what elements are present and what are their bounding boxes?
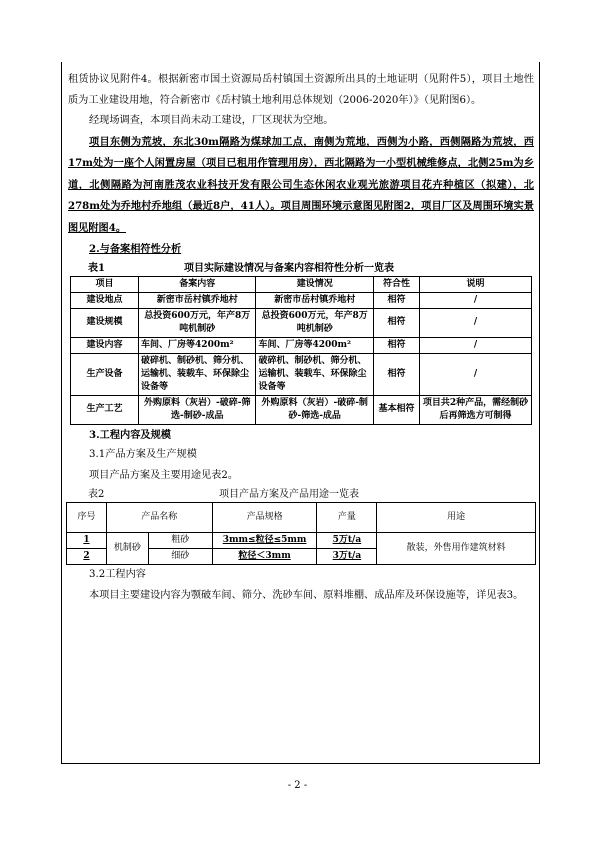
table2-caption: [68, 488, 534, 502]
table-row: [71, 395, 532, 424]
table-cell: /: [420, 308, 532, 337]
table1-title: 项目实际建设情况与备案内容相符性分析一览表: [184, 262, 394, 274]
paragraph-land: 租赁协议见附件4。根据新密市国土资源局岳村镇国土资源所出具的土地证明（见附件5），项目土地性质为工业建设用地，符合新密市《岳村镇土地利用总体规划（2006-2020年）》（见附图6）。: [68, 74, 534, 106]
table-consistency: [70, 276, 532, 425]
table1-header-cell: 符合性: [373, 276, 419, 292]
subsection-3-1-text: 项目产品方案及主要用途见表2。: [89, 469, 239, 481]
table2-header-row: [67, 503, 536, 533]
table-cell: 总投资600万元，年产8万吨机制砂: [139, 308, 256, 337]
table2-title: 项目产品方案及产品用途一览表: [219, 489, 359, 500]
table1-header-cell: 说明: [420, 276, 532, 292]
table1-header-cell: 建设情况: [256, 276, 373, 292]
table-cell: 5万t/a: [317, 533, 377, 549]
table-row: [71, 337, 532, 353]
product-group-cell: 机制砂: [106, 533, 148, 565]
section-3-title: 3.工程内容及规模: [89, 428, 171, 441]
table-cell: 相符: [373, 308, 419, 337]
table-cell: /: [420, 292, 532, 308]
subsection-3-2-text: 本项目主要建设内容为颚破车间、筛分、洗砂车间、原料堆棚、成品库及环保设施等，详见表3。: [89, 589, 524, 601]
table-cell: 新密市岳村镇乔地村: [256, 292, 373, 308]
table-cell: 相符: [373, 353, 419, 395]
table1-caption: [68, 262, 534, 276]
table-row: [67, 533, 536, 549]
section-2-title: 2.与备案相符性分析: [89, 243, 182, 255]
table-cell: 建设内容: [71, 337, 139, 353]
table-cell: 粒径＜3mm: [212, 549, 317, 565]
surroundings-figure-ref: 项目周围环境示意图见附图2，项目厂区及周围环境实景图见附图4。: [68, 200, 534, 234]
table-cell: 相符: [373, 337, 419, 353]
paragraph-survey: 经现场调查，本项目尚未动工建设，厂区现状为空地。: [89, 115, 334, 126]
table2-header-cell: 产品规格: [212, 503, 317, 533]
table2-header-cell: 产品名称: [106, 503, 212, 533]
table-cell: 总投资600万元，年产8万吨机制砂: [256, 308, 373, 337]
table-cell: 基本相符: [373, 395, 419, 424]
table-cell: 外购原料（灰岩）-破碎-筛选-制砂-成品: [139, 395, 256, 424]
page-number: - 2 -: [287, 780, 308, 791]
table-cell: 2: [67, 549, 107, 565]
table-cell: 3mm≤粒径≤5mm: [212, 533, 317, 549]
table1-header-cell: 备案内容: [139, 276, 256, 292]
document-body: [68, 70, 534, 606]
subsection-3-1-title: 3.1产品方案及生产规模: [89, 449, 197, 460]
table-cell: 相符: [373, 292, 419, 308]
table-cell: 1: [67, 533, 107, 549]
table-cell: 破碎机、制砂机、筛分机、运输机、装载车、环保除尘设备等: [139, 353, 256, 395]
table2-header-cell: 序号: [67, 503, 107, 533]
table-cell: /: [420, 337, 532, 353]
table-cell: 建设规模: [71, 308, 139, 337]
table-row: [71, 308, 532, 337]
table-cell: 项目共2种产品，需经制砂后再筛选方可制得: [420, 395, 532, 424]
table-row: [71, 292, 532, 308]
table2-number: 表2: [88, 489, 105, 500]
product-use-cell: 散装，外售用作建筑材料: [377, 533, 536, 565]
table-cell: 新密市岳村镇乔地村: [139, 292, 256, 308]
table-cell: 外购原料（灰岩）-破碎-制砂-筛选-成品: [256, 395, 373, 424]
subsection-3-2-title: 3.2工程内容: [89, 569, 146, 580]
table-cell: 生产设备: [71, 353, 139, 395]
table-cell: /: [420, 353, 532, 395]
surroundings-bold-text: 项目东侧为荒坡，东北30m隔路为煤球加工点，南侧为荒地，西侧为小路，西侧隔路为荒坡，西17m处为一座个人闲置房屋（项目已租用作管理用房），西北隔路为一小型机械维修点，北侧25m为乡道，北侧隔路为河南胜茂农业科技开发有限公司生态休闲农业观光旅游项目花卉种植区（拟建），北278m处为乔地村乔地组（最近8户，41人）。: [68, 135, 534, 212]
table1-number: 表1: [88, 262, 105, 274]
table1-header-row: [71, 276, 532, 292]
table-cell: 建设地点: [71, 292, 139, 308]
table-cell: 车间、厂房等4200m²: [139, 337, 256, 353]
table-cell: 破碎机、制砂机、筛分机、运输机、装载车、环保除尘设备等: [256, 353, 373, 395]
table-cell: 细砂: [148, 549, 212, 565]
table1-header-cell: 项目: [71, 276, 139, 292]
table2-header-cell: 用途: [377, 503, 536, 533]
table2-header-cell: 产量: [317, 503, 377, 533]
table-cell: 3万t/a: [317, 549, 377, 565]
table-cell: 粗砂: [148, 533, 212, 549]
table-cell: 生产工艺: [71, 395, 139, 424]
table-products: [66, 502, 536, 565]
table-row: [71, 353, 532, 395]
paragraph-surroundings: [68, 132, 534, 240]
table-cell: 车间、厂房等4200m²: [256, 337, 373, 353]
